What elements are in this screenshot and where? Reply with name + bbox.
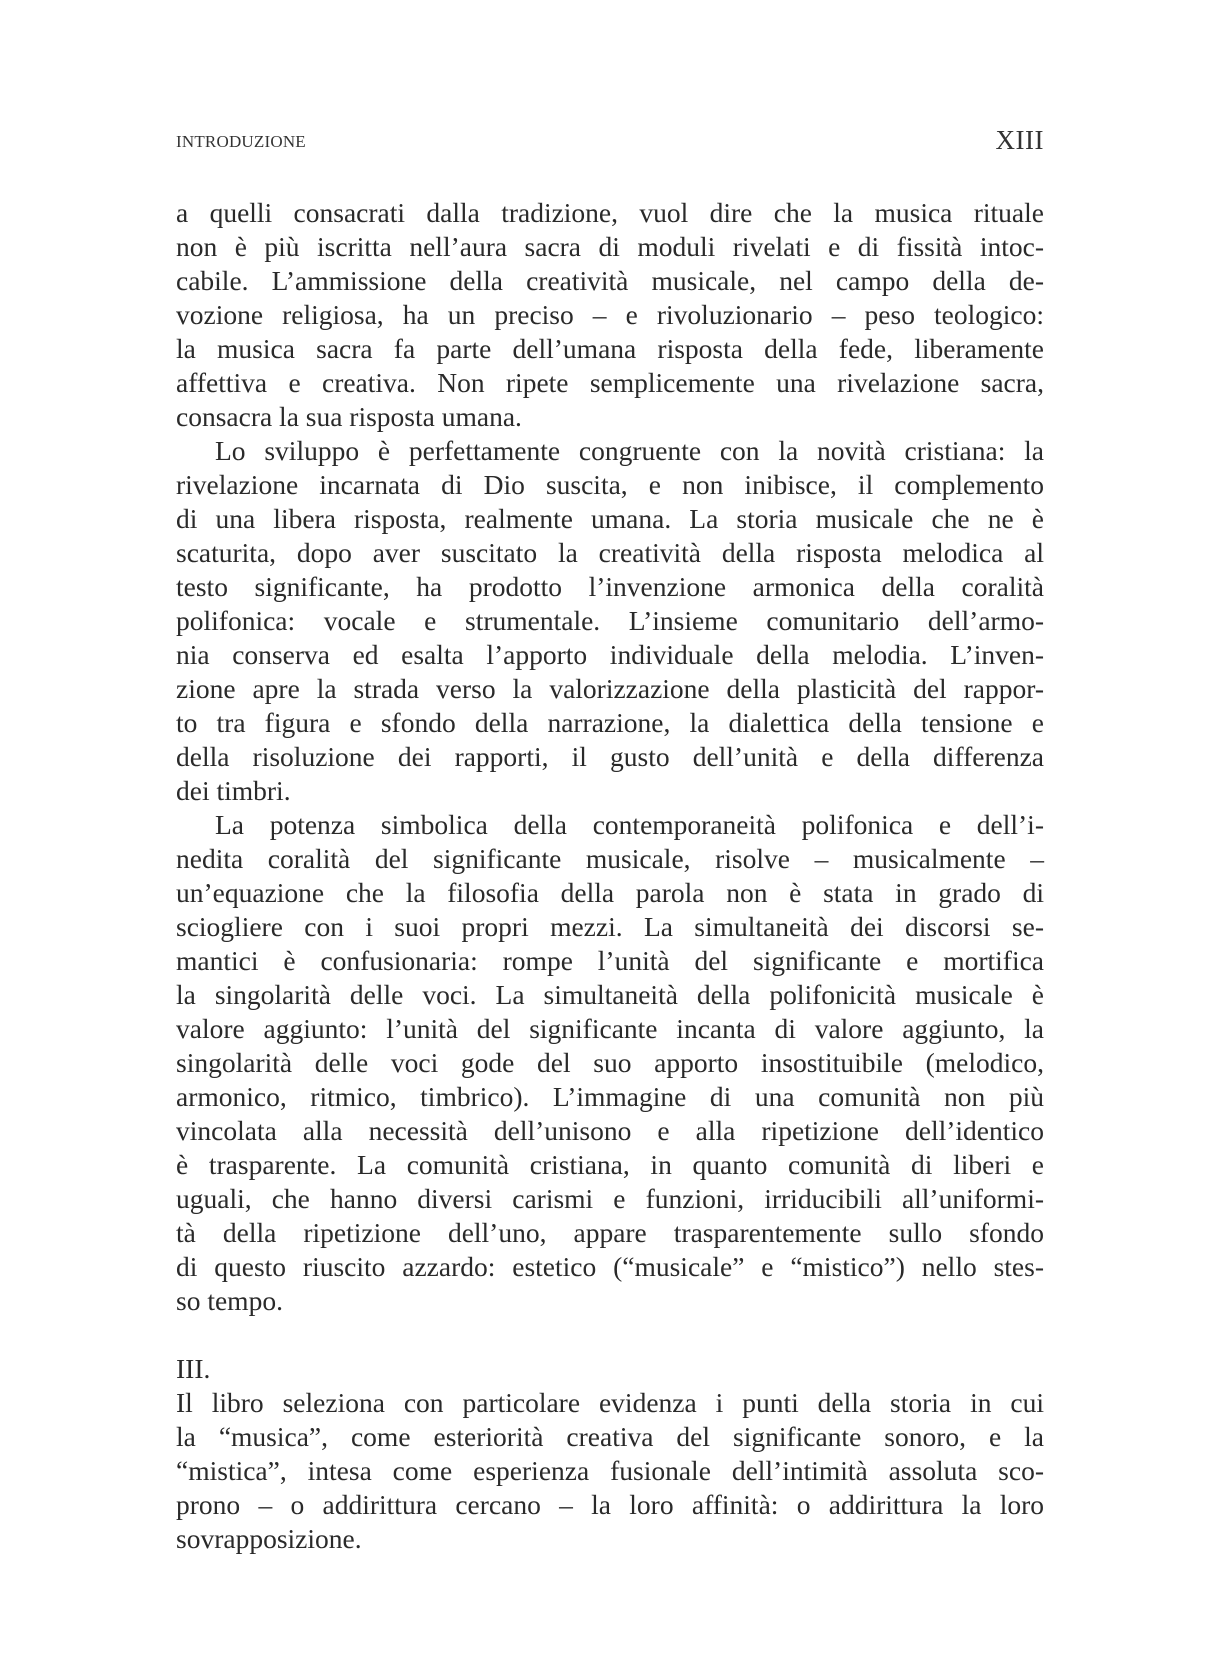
text-line: consacra la sua risposta umana. — [176, 401, 522, 432]
text-line: nia conserva ed esalta l’apporto individuale della melodia. L’inven- — [176, 639, 1044, 670]
text-line: sovrapposizione. — [176, 1523, 362, 1554]
text-line: un’equazione che la filosofia della parola non è stata in grado di — [176, 877, 1044, 908]
text-line: della risoluzione dei rapporti, il gusto dell’unità e della differenza — [176, 741, 1044, 772]
paragraph — [176, 196, 1044, 434]
text-line: la musica sacra fa parte dell’umana risposta della fede, liberamente — [176, 333, 1044, 364]
text-line: vozione religiosa, ha un preciso – e rivoluzionario – peso teologico: — [176, 299, 1044, 330]
text-line: to tra figura e sfondo della narrazione, la dialettica della tensione e — [176, 707, 1044, 738]
text-line: rivelazione incarnata di Dio suscita, e non inibisce, il complemento — [176, 469, 1044, 500]
section-spacer — [176, 1318, 1044, 1352]
text-line: prono – o addirittura cercano – la loro affinità: o addirittura la loro — [176, 1489, 1044, 1520]
paragraph — [176, 434, 1044, 808]
text-line: di una libera risposta, realmente umana. La storia musicale che ne è — [176, 503, 1044, 534]
text-line: a quelli consacrati dalla tradizione, vuol dire che la musica rituale — [176, 197, 1044, 228]
text-line: singolarità delle voci gode del suo apporto insostituibile (melodico, — [176, 1047, 1044, 1078]
text-line: affettiva e creativa. Non ripete semplicemente una rivelazione sacra, — [176, 367, 1044, 398]
running-head: INTRODUZIONE — [176, 132, 306, 151]
text-line: dei timbri. — [176, 775, 291, 806]
text-line: valore aggiunto: l’unità del significante incanta di valore aggiunto, la — [176, 1013, 1044, 1044]
text-line: so tempo. — [176, 1285, 283, 1316]
text-line: zione apre la strada verso la valorizzazione della plasticità del rappor- — [176, 673, 1044, 704]
text-line: tà della ripetizione dell’uno, appare trasparentemente sullo sfondo — [176, 1217, 1044, 1248]
page-number: XIII — [995, 125, 1044, 155]
text-line: “mistica”, intesa come esperienza fusionale dell’intimità assoluta sco- — [176, 1455, 1044, 1486]
text-line: la “musica”, come esteriorità creativa del significante sonoro, e la — [176, 1421, 1044, 1452]
paragraph — [176, 808, 1044, 1318]
text-line: non è più iscritta nell’aura sacra di moduli rivelati e di fissità intoc- — [176, 231, 1044, 262]
body-text — [176, 196, 1044, 1556]
page-header — [176, 118, 1044, 158]
text-line: La potenza simbolica della contemporaneità polifonica e dell’i- — [215, 809, 1044, 840]
text-line: nedita coralità del significante musicale, risolve – musicalmente – — [176, 843, 1044, 874]
text-line: armonico, ritmico, timbrico). L’immagine di una comunità non più — [176, 1081, 1044, 1112]
text-line: è trasparente. La comunità cristiana, in quanto comunità di liberi e — [176, 1149, 1044, 1180]
section-heading: III. — [176, 1353, 211, 1384]
text-line: Lo sviluppo è perfettamente congruente con la novità cristiana: la — [215, 435, 1044, 466]
text-line: di questo riuscito azzardo: estetico (“musicale” e “mistico”) nello stes- — [176, 1251, 1044, 1282]
text-line: cabile. L’ammissione della creatività musicale, nel campo della de- — [176, 265, 1044, 296]
text-line: Il libro seleziona con particolare evidenza i punti della storia in cui — [176, 1387, 1044, 1418]
text-line: sciogliere con i suoi propri mezzi. La simultaneità dei discorsi se- — [176, 911, 1044, 942]
text-line: la singolarità delle voci. La simultaneità della polifonicità musicale è — [176, 979, 1044, 1010]
text-line: scaturita, dopo aver suscitato la creatività della risposta melodica al — [176, 537, 1044, 568]
text-line: testo significante, ha prodotto l’invenzione armonica della coralità — [176, 571, 1044, 602]
text-line: vincolata alla necessità dell’unisono e alla ripetizione dell’identico — [176, 1115, 1044, 1146]
text-line: polifonica: vocale e strumentale. L’insieme comunitario dell’armo- — [176, 605, 1044, 636]
text-line: mantici è confusionaria: rompe l’unità del significante e mortifica — [176, 945, 1044, 976]
text-line: uguali, che hanno diversi carismi e funzioni, irriducibili all’uniformi- — [176, 1183, 1044, 1214]
paragraph — [176, 1386, 1044, 1556]
